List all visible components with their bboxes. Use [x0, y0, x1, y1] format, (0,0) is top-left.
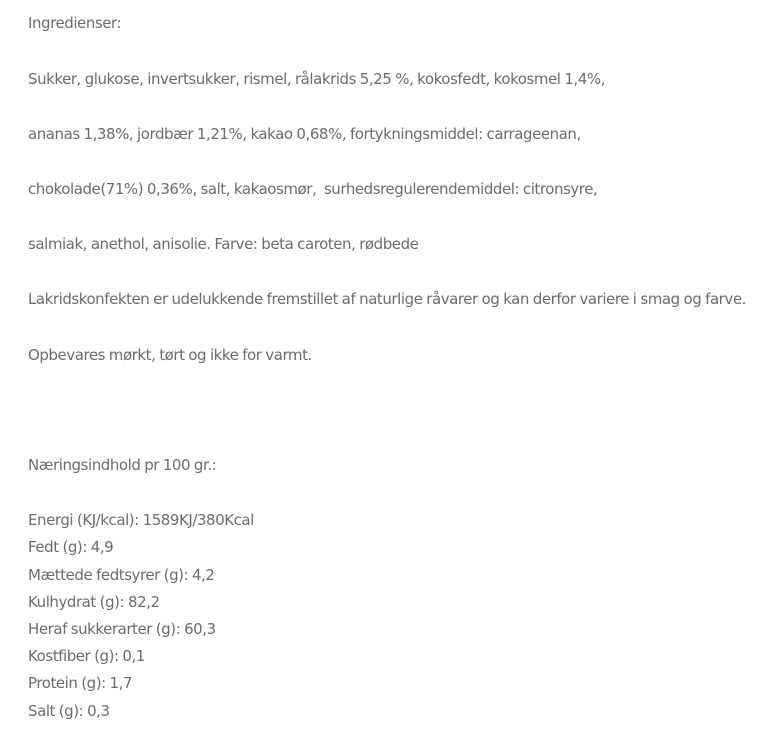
- nutrition-row-saturated-fat: Mættede fedtsyrer (g): 4,2: [28, 566, 215, 584]
- nutrition-row-protein: Protein (g): 1,7: [28, 674, 133, 692]
- nutrition-row-carbohydrate: Kulhydrat (g): 82,2: [28, 593, 160, 611]
- nutrition-row-energy: Energi (KJ/kcal): 1589KJ/380Kcal: [28, 511, 254, 529]
- ingredients-line: chokolade(71%) 0,36%, salt, kakaosmør, surhedsregulerendemiddel: citronsyre,: [28, 180, 598, 198]
- ingredients-line: salmiak, anethol, anisolie. Farve: beta caroten, rødbede: [28, 235, 419, 253]
- storage-instructions: Opbevares mørkt, tørt og ikke for varmt.: [28, 346, 312, 364]
- nutrition-row-salt: Salt (g): 0,3: [28, 702, 110, 720]
- nutrition-row-sugars: Heraf sukkerarter (g): 60,3: [28, 620, 216, 638]
- nutrition-row-fat: Fedt (g): 4,9: [28, 538, 114, 556]
- nutrition-row-fiber: Kostfiber (g): 0,1: [28, 647, 145, 665]
- ingredients-heading: Ingredienser:: [28, 14, 122, 32]
- ingredients-line: ananas 1,38%, jordbær 1,21%, kakao 0,68%, fortykningsmiddel: carrageenan,: [28, 125, 581, 143]
- ingredients-line: Sukker, glukose, invertsukker, rismel, rålakrids 5,25 %, kokosfedt, kokosmel 1,4%,: [28, 70, 605, 88]
- nutrition-heading: Næringsindhold pr 100 gr.:: [28, 456, 217, 474]
- natural-ingredients-note: Lakridskonfekten er udelukkende fremstillet af naturlige råvarer og kan derfor variere i smag og farve.: [28, 290, 746, 308]
